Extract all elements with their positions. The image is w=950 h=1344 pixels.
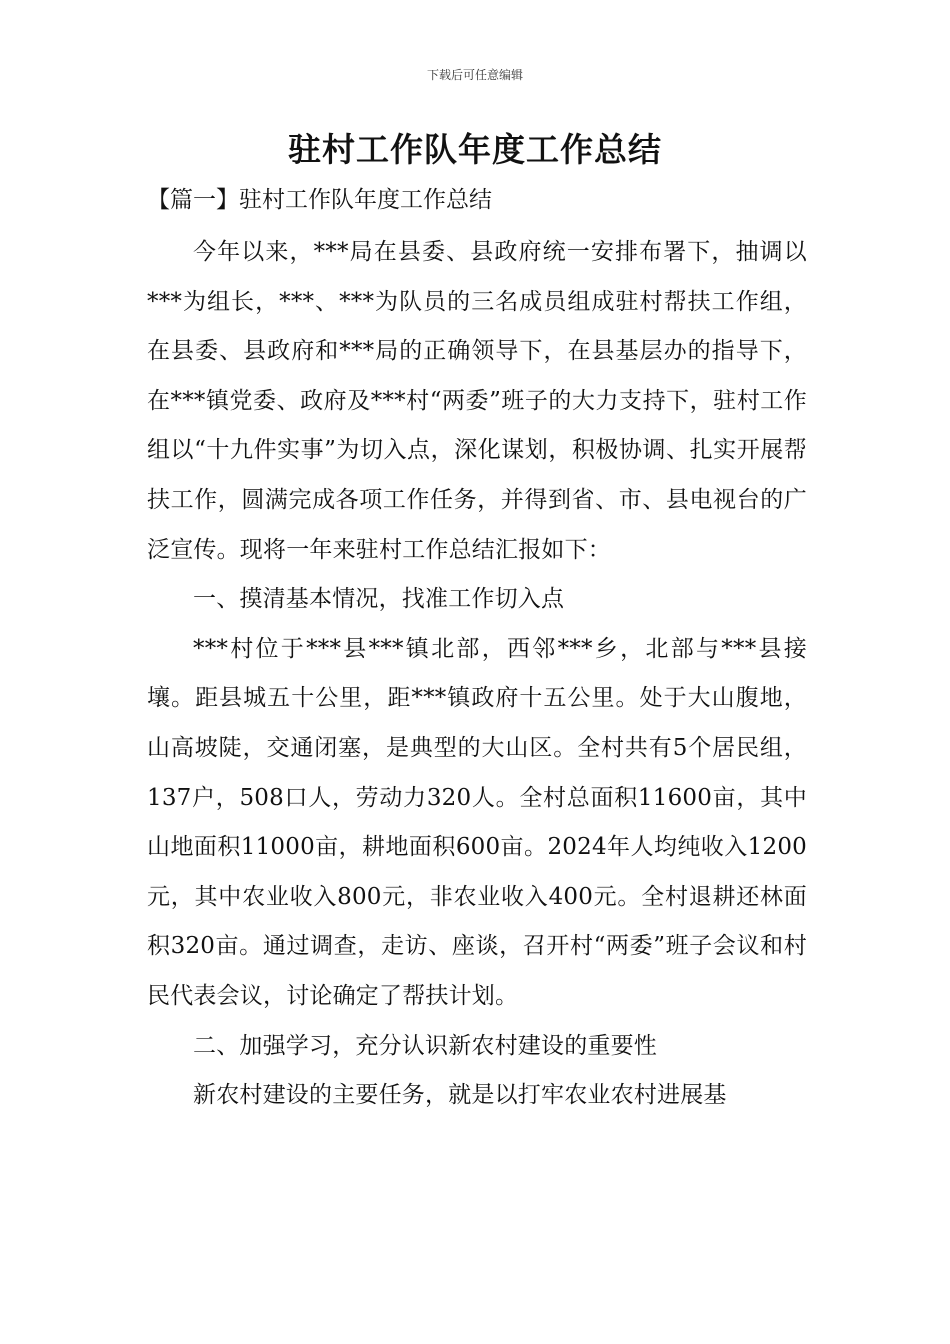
document-body bbox=[147, 228, 807, 1121]
section-heading-1: 一、摸清基本情况，找准工作切入点 bbox=[193, 586, 565, 613]
header-note: 下载后可任意编辑 bbox=[426, 68, 523, 82]
paragraph-new-rural: 新农村建设的主要任务，就是以打牢农业农村进展基 bbox=[193, 1082, 727, 1109]
document-title: 驻村工作队年度工作总结 bbox=[288, 130, 662, 169]
document-subtitle: 【篇一】驻村工作队年度工作总结 bbox=[147, 187, 492, 213]
section-heading-2: 二、加强学习，充分认识新农村建设的重要性 bbox=[193, 1032, 657, 1059]
paragraph-village-info: ***村位于***县***镇北部，西邻***乡，北部与***县接壤。距县城五十公里，距***镇政府十五公里。处于大山腹地，山高坡陡，交通闭塞，是典型的大山区。全村共有5个居民组，137户，508口人，劳动力320人。全村总面积11600亩，其中山地面积11000亩，耕地面积600亩。2024年人均纯收入1200元，其中农业收入800元，非农业收入400元。全村退耕还林面积320亩。通过调查，走访、座谈，召开村“两委”班子会议和村民代表会议，讨论确定了帮扶计划。 bbox=[147, 635, 807, 1009]
paragraph-intro: 今年以来，***局在县委、县政府统一安排布署下，抽调以***为组长，***、***为队员的三名成员组成驻村帮扶工作组，在县委、县政府和***局的正确领导下，在县基层办的指导下，在***镇党委、政府及***村“两委”班子的大力支持下，驻村工作组以“十九件实事”为切入点，深化谋划，积极协调、扎实开展帮扶工作，圆满完成各项工作任务，并得到省、市、县电视台的广泛宣传。现将一年来驻村工作总结汇报如下： bbox=[147, 239, 807, 563]
